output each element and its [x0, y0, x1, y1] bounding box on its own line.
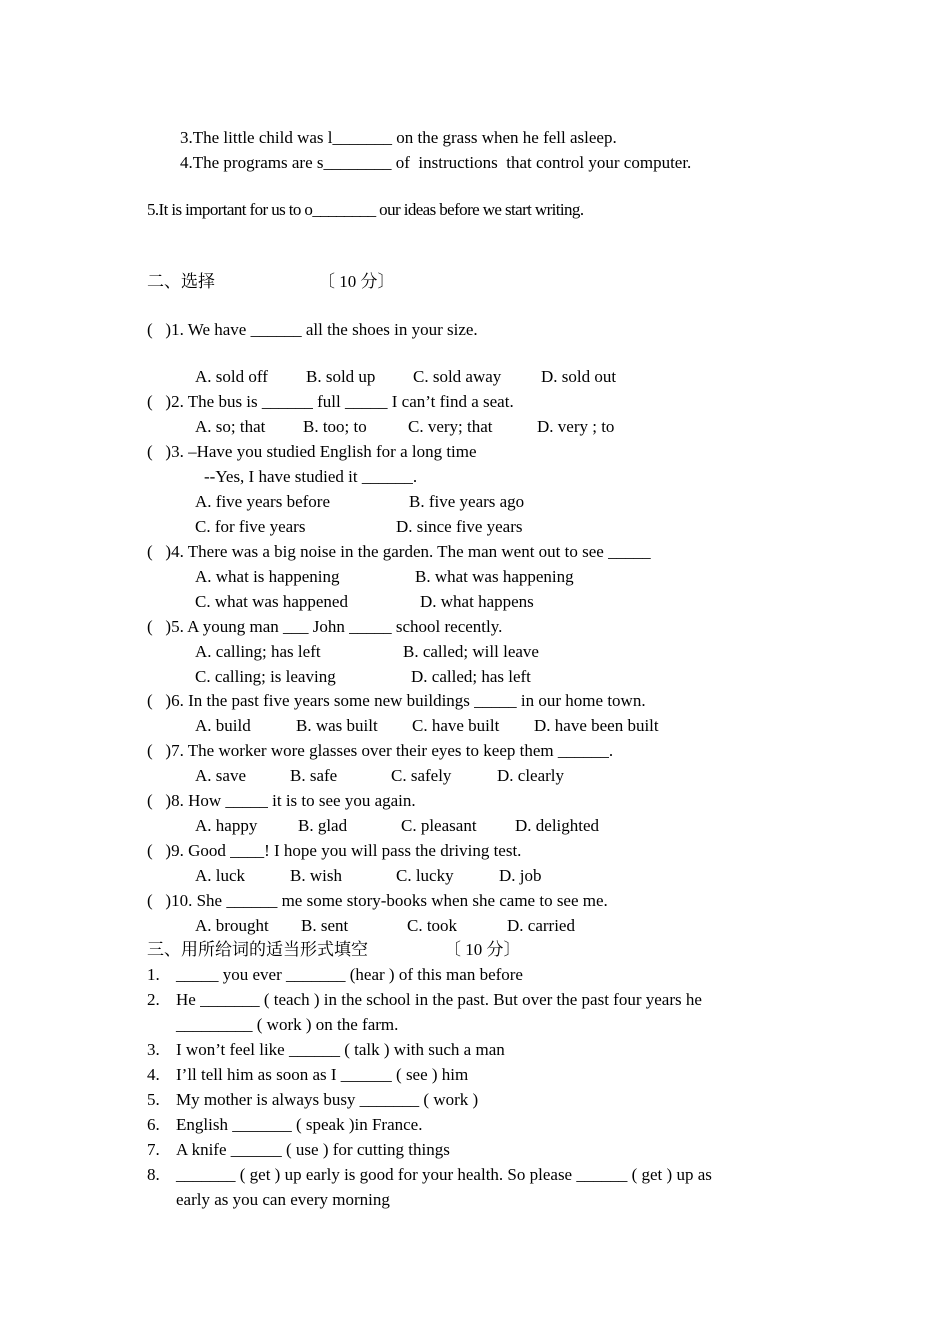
mc-question-stem: ( )5. A young man ___ John _____ school recently. [147, 617, 503, 636]
mc-option: D. very ; to [537, 417, 615, 436]
mc-option: A. build [195, 716, 251, 735]
mc-option: A. five years before [195, 492, 330, 511]
fill-item-text: I’ll tell him as soon as I ______ ( see ) him [176, 1065, 469, 1084]
item-number: 3. [147, 1040, 160, 1059]
mc-question-stem: ( )3. –Have you studied English for a long time [147, 442, 477, 461]
mc-option: D. have been built [534, 716, 659, 735]
mc-option: A. what is happening [195, 567, 340, 586]
mc-option: A. save [195, 766, 246, 785]
mc-option: B. safe [290, 766, 338, 785]
fill-item-continuation: early as you can every morning [176, 1190, 390, 1209]
mc-question-stem: ( )10. She ______ me some story-books when she came to see me. [147, 891, 608, 910]
mc-question-stem: ( )2. The bus is ______ full _____ I can’t find a seat. [147, 392, 514, 411]
mc-option: B. sent [301, 916, 349, 935]
mc-option: B. wish [290, 866, 342, 885]
mc-question-stem: ( )1. We have ______ all the shoes in your size. [147, 320, 478, 339]
mc-option: D. carried [507, 916, 575, 935]
mc-option: C. safely [391, 766, 452, 785]
mc-question-stem: ( )4. There was a big noise in the garden. The man went out to see _____ [147, 542, 651, 561]
mc-question-stem: ( )9. Good ____! I hope you will pass the driving test. [147, 841, 522, 860]
fill-item-text: My mother is always busy _______ ( work ) [176, 1090, 479, 1109]
mc-option: A. so; that [195, 417, 266, 436]
mc-option: D. sold out [541, 367, 617, 386]
item-number: 5. [147, 1090, 160, 1109]
question-3: 3.The little child was l_______ on the grass when he fell asleep. [180, 128, 617, 147]
fill-item-text: English _______ ( speak )in France. [176, 1115, 423, 1134]
mc-option: D. what happens [420, 592, 534, 611]
mc-option: C. for five years [195, 517, 306, 536]
mc-option: A. brought [195, 916, 269, 935]
fill-item-text: He _______ ( teach ) in the school in the past. But over the past four years he [176, 990, 702, 1009]
item-number: 1. [147, 965, 160, 984]
mc-question-stem: ( )8. How _____ it is to see you again. [147, 791, 416, 810]
fill-item-text: A knife ______ ( use ) for cutting things [176, 1140, 450, 1159]
mc-option: A. sold off [195, 367, 268, 386]
mc-option: D. called; has left [411, 667, 531, 686]
section-score: 〔 10 分〕 [444, 940, 521, 959]
mc-option: B. five years ago [409, 492, 525, 511]
mc-option: D. delighted [515, 816, 600, 835]
mc-option: B. too; to [303, 417, 367, 436]
mc-option: C. have built [412, 716, 500, 735]
section-heading-fill: 三、用所给词的适当形式填空 [147, 940, 368, 959]
mc-option: A. calling; has left [195, 642, 321, 661]
mc-option: D. since five years [396, 517, 523, 536]
item-number: 2. [147, 990, 160, 1009]
mc-question-stem-line2: --Yes, I have studied it ______. [204, 467, 418, 486]
mc-option: C. pleasant [401, 816, 477, 835]
mc-option: B. called; will leave [403, 642, 539, 661]
fill-item-text: I won’t feel like ______ ( talk ) with such a man [176, 1040, 505, 1059]
question-5: 5.It is important for us to o________ our ideas before we start writing. [147, 200, 584, 219]
fill-item-text: _____ you ever _______ (hear ) of this man before [176, 965, 523, 984]
section-score: 〔 10 分〕 [318, 272, 395, 291]
item-number: 8. [147, 1165, 160, 1184]
fill-item-continuation: _________ ( work ) on the farm. [176, 1015, 399, 1034]
mc-option: C. took [407, 916, 458, 935]
mc-option: B. was built [296, 716, 378, 735]
fill-item-text: _______ ( get ) up early is good for your health. So please ______ ( get ) up as [176, 1165, 712, 1184]
mc-option: B. glad [298, 816, 348, 835]
section-heading-choice: 二、选择 [147, 272, 215, 291]
item-number: 4. [147, 1065, 160, 1084]
mc-option: C. sold away [413, 367, 502, 386]
mc-option: C. what was happened [195, 592, 348, 611]
item-number: 7. [147, 1140, 160, 1159]
mc-option: B. sold up [306, 367, 376, 386]
item-number: 6. [147, 1115, 160, 1134]
mc-option: D. clearly [497, 766, 565, 785]
mc-question-stem: ( )6. In the past five years some new buildings _____ in our home town. [147, 691, 646, 710]
mc-option: C. calling; is leaving [195, 667, 336, 686]
mc-question-stem: ( )7. The worker wore glasses over their eyes to keep them ______. [147, 741, 614, 760]
mc-option: C. lucky [396, 866, 454, 885]
mc-option: B. what was happening [415, 567, 574, 586]
mc-option: A. happy [195, 816, 258, 835]
question-4: 4.The programs are s________ of instructions that control your computer. [180, 153, 692, 172]
mc-option: D. job [499, 866, 542, 885]
mc-option: C. very; that [408, 417, 493, 436]
mc-option: A. luck [195, 866, 246, 885]
